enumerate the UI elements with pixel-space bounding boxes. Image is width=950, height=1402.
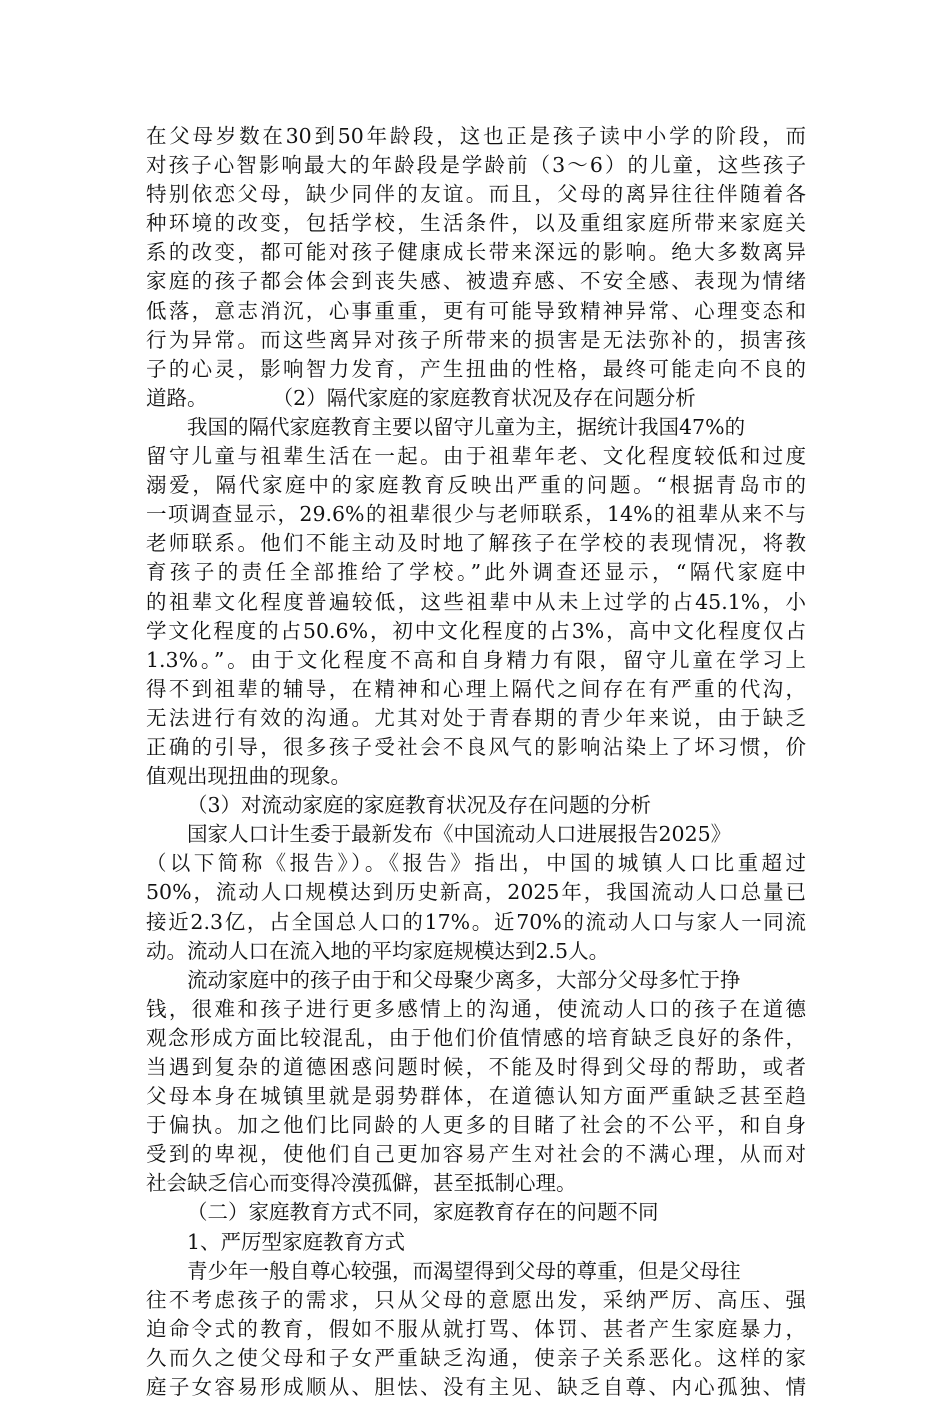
text-line: 于偏执。加之他们比同龄的人更多的目睹了社会的不公平，和自身: [146, 1113, 806, 1138]
text-line: 一项调查显示，29.6%的祖辈很少与老师联系，14%的祖辈从来不与: [146, 502, 806, 527]
text-line: 受到的卑视，使他们自己更加容易产生对社会的不满心理，从而对: [146, 1142, 806, 1167]
text-line: 低落，意志消沉，心事重重，更有可能导致精神异常、心理变态和: [146, 298, 806, 323]
text-line: 行为异常。而这些离异对孩子所带来的损害是无法弥补的，损害孩: [146, 327, 806, 352]
text-line: 1、严厉型家庭教育方式: [187, 1229, 406, 1254]
text-line: 1.3%。”。由于文化程度不高和自身精力有限，留守儿童在学习上: [146, 647, 806, 672]
text-line: 对孩子心智影响最大的年龄段是学龄前（3～6）的儿童，这些孩子: [146, 153, 806, 178]
text-line: 迫命令式的教育，假如不服从就打骂、体罚、甚者产生家庭暴力，: [146, 1316, 806, 1341]
text-line: 50%，流动人口规模达到历史新高，2025年，我国流动人口总量已: [146, 880, 806, 905]
text-line: 国家人口计生委于最新发布《中国流动人口进展报告2025》: [187, 822, 732, 847]
section-heading-line: （二）家庭教育方式不同，家庭教育存在的问题不同: [187, 1200, 659, 1225]
text-line: 子的心灵，影响智力发育，产生扭曲的性格，最终可能走向不良的: [146, 356, 806, 381]
text-line: 久而久之使父母和子女严重缺乏沟通，使亲子关系恶化。这样的家: [146, 1345, 806, 1370]
text-line: 得不到祖辈的辅导，在精神和心理上隔代之间存在有严重的代沟，: [146, 676, 806, 701]
text-line: 值观出现扭曲的现象。: [146, 764, 351, 789]
text-line: 动。流动人口在流入地的平均家庭规模达到2.5人。: [146, 938, 610, 963]
text-line: 当遇到复杂的道德困惑问题时候，不能及时得到父母的帮助，或者: [146, 1055, 806, 1079]
text-line: 学文化程度的占50.6%，初中文化程度的占3%，高中文化程度仅占: [146, 618, 806, 643]
text-line: 无法进行有效的沟通。尤其对处于青春期的青少年来说，由于缺乏: [146, 705, 806, 730]
text-line: 特别依恋父母，缺少同伴的友谊。而且，父母的离异往往伴随着各: [146, 182, 806, 207]
text-line: 父母本身在城镇里就是弱势群体，在道德认知方面严重缺乏甚至趋: [146, 1084, 806, 1109]
text-line: 观念形成方面比较混乱，由于他们价值情感的培育缺乏良好的条件，: [146, 1025, 806, 1050]
text-line: 接近2.3亿，占全国总人口的17%。近70%的流动人口与家人一同流: [146, 909, 806, 934]
text-line: 流动家庭中的孩子由于和父母聚少离多，大部分父母多忙于挣: [187, 967, 741, 992]
text-line: 系的改变，都可能对孩子健康成长带来深远的影响。绝大多数离异: [146, 240, 806, 265]
text-line: 种环境的改变，包括学校，生活条件，以及重组家庭所带来家庭关: [146, 211, 806, 236]
text-line: 老师联系。他们不能主动及时地了解孩子在学校的表现情况，将教: [146, 531, 806, 556]
text-line: 我国的隔代家庭教育主要以留守儿童为主，据统计我国47%的: [187, 414, 746, 439]
text-line: 往不考虑孩子的需求，只从父母的意愿出发，采纳严厉、高压、强: [146, 1287, 806, 1312]
text-line: 育孩子的责任全部推给了学校。”此外调查还显示，“隔代家庭中: [146, 560, 806, 585]
text-line: 的祖辈文化程度普遍较低，这些祖辈中从未上过学的占45.1%，小: [146, 589, 806, 614]
text-line: （以下简称《报告》）。《报告》指出，中国的城镇人口比重超过: [146, 851, 806, 876]
text-line: 家庭的孩子都会体会到丧失感、被遗弃感、不安全感、表现为情绪: [146, 269, 806, 294]
text-line: 社会缺乏信心而变得冷漠孤僻，甚至抵制心理。: [146, 1171, 577, 1196]
text-line: 青少年一般自尊心较强，而渴望得到父母的尊重，但是父母往: [187, 1258, 741, 1283]
text-line: 道路。 （2）隔代家庭的家庭教育状况及存在问题分析: [146, 385, 696, 410]
body-text: [146, 122, 806, 1402]
text-line: 正确的引导，很多孩子受社会不良风气的影响沾染上了坏习惯，价: [146, 734, 806, 759]
text-line: 在父母岁数在30到50年龄段，这也正是孩子读中小学的阶段，而: [146, 124, 806, 148]
text-line: 溺爱，隔代家庭中的家庭教育反映出严重的问题。“根据青岛市的: [146, 473, 806, 498]
text-line: 留守儿童与祖辈生活在一起。由于祖辈年老、文化程度较低和过度: [146, 444, 806, 469]
text-line: 庭子女容易形成顺从、胆怯、没有主见、缺乏自尊、内心孤独、情: [146, 1375, 806, 1400]
text-line: 钱，很难和孩子进行更多感情上的沟通，使流动人口的孩子在道德: [146, 996, 806, 1021]
section-heading-line: （3）对流动家庭的家庭教育状况及存在问题的分析: [187, 793, 652, 818]
